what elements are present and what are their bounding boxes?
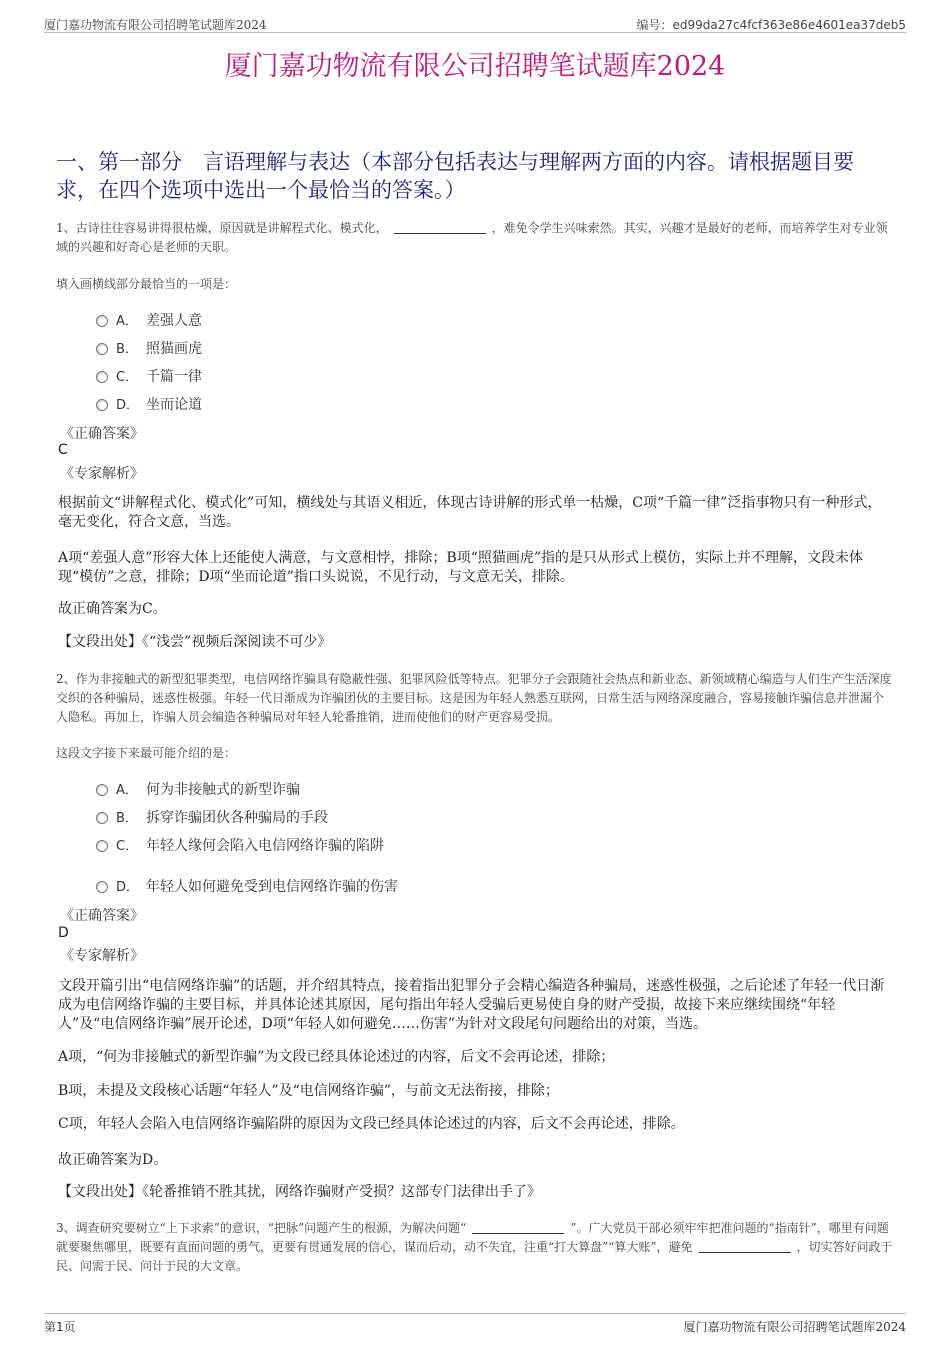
radio-icon[interactable]	[96, 812, 108, 824]
option-letter: C．	[116, 370, 139, 385]
page-number-prefix: 第	[44, 1320, 57, 1334]
question-2-option-d[interactable]	[96, 876, 398, 896]
question-1-analysis-label: 《专家解析》	[60, 466, 144, 482]
option-text: 千篇一律	[146, 369, 202, 385]
answer-blank	[699, 1240, 791, 1253]
radio-icon[interactable]	[96, 784, 108, 796]
header-code-value: ed99da27c4fcf363e86e4601ea37deb5	[672, 18, 906, 32]
question-3-stem-part-b: ”。广大党员干部必须牢牢把准问题的“指南针”，哪里有问题就要聚焦哪里，既要有直面问题的勇气，更要有贯通发展的信心，谋而后动，动不失宜，注重“打大算盘”“算大账”，避免	[56, 1221, 889, 1254]
question-2-analysis-paragraph: 文段开篇引出“电信网络诈骗”的话题，并介绍其特点，接着指出犯罪分子会精心编造各种骗局，迷惑性极强，之后论述了年轻一代日渐成为电信网络诈骗的主要目标，并具体论述其原因，尾句指出年轻人受骗后更易使自身的财产受损，故接下来应继续围绕“年轻人”及“电信网络诈骗”展开论述，D项“年轻人如何避免……伤害”为针对文段尾句问题给出的对策，当选。	[58, 978, 885, 1032]
answer-blank	[394, 221, 486, 234]
question-1-answer: C	[58, 442, 68, 458]
question-2-source: 【文段出处】《轮番推销不胜其扰，网络诈骗财产受损？这部专门法律出手了》	[58, 1184, 541, 1200]
question-1-option-b[interactable]	[96, 338, 202, 358]
radio-icon[interactable]	[96, 840, 108, 852]
radio-icon[interactable]	[96, 371, 108, 383]
question-1-stem-part-b: ，难免令学生兴味索然。其实，兴趣才是最好的老师，而培养学生对专业领域的兴趣和好奇心是老师的天职。	[56, 221, 888, 254]
question-1-option-a[interactable]	[96, 310, 202, 330]
question-1-stem-part-a: 1、古诗往往容易讲得很枯燥，原因就是讲解程式化、模式化，	[56, 221, 388, 235]
option-text: 差强人意	[146, 313, 202, 329]
question-2-answer-label: 《正确答案》	[60, 908, 144, 924]
page-header	[44, 14, 906, 33]
question-2-option-c[interactable]	[96, 835, 384, 855]
question-1-option-d[interactable]	[96, 394, 202, 414]
header-code	[636, 16, 906, 33]
question-2-analysis-paragraph: C项，年轻人会陷入电信网络诈骗陷阱的原因为文段已经具体论述过的内容，后文不会再论述，排除。	[58, 1116, 685, 1132]
question-2-answer: D	[58, 925, 69, 941]
page-number	[44, 1318, 76, 1335]
option-text: 坐而论道	[146, 397, 202, 413]
question-3-stem-part-a: 3、调查研究要树立“上下求索”的意识，“把脉”问题产生的根源，为解决问题“	[56, 1221, 467, 1235]
question-1-option-c[interactable]	[96, 366, 202, 386]
option-letter: D．	[116, 880, 140, 895]
option-letter: B．	[116, 342, 138, 357]
question-1-source: 【文段出处】《“浅尝”视频后深阅读不可少》	[58, 634, 332, 650]
option-letter: A．	[116, 314, 138, 329]
option-letter: C．	[116, 839, 139, 854]
option-text: 拆穿诈骗团伙各种骗局的手段	[146, 810, 328, 826]
question-1-prompt: 填入画横线部分最恰当的一项是：	[56, 277, 237, 291]
section-title: 一、第一部分 言语理解与表达（本部分包括表达与理解两方面的内容。请根据题目要求，在四个选项中选出一个最恰当的答案。）	[56, 150, 854, 202]
page-number-value: 1	[56, 1320, 64, 1334]
option-text: 何为非接触式的新型诈骗	[146, 782, 300, 798]
radio-icon[interactable]	[96, 881, 108, 893]
page-number-suffix: 页	[63, 1320, 76, 1334]
page-footer	[44, 1313, 906, 1338]
answer-blank	[472, 1221, 564, 1234]
option-text: 照猫画虎	[146, 341, 202, 357]
option-letter: D．	[116, 398, 140, 413]
footer-title: 厦门嘉功物流有限公司招聘笔试题库2024	[683, 1320, 906, 1334]
question-1-answer-label: 《正确答案》	[60, 426, 144, 442]
question-2-analysis-paragraph: 故正确答案为D。	[58, 1152, 168, 1168]
question-1-stem	[56, 219, 894, 257]
question-2-option-b[interactable]	[96, 807, 328, 827]
radio-icon[interactable]	[96, 343, 108, 355]
question-2-option-a[interactable]	[96, 779, 300, 799]
radio-icon[interactable]	[96, 315, 108, 327]
option-text: 年轻人缘何会陷入电信网络诈骗的陷阱	[146, 838, 384, 854]
question-1-analysis-paragraph: A项“差强人意”形容大体上还能使人满意，与文意相悖，排除；B项“照猫画虎”指的是只从形式上模仿，实际上并不理解，文段未体现“模仿”之意，排除；D项“坐而论道”指口头说说，不见行动，与文意无关，排除。	[58, 550, 864, 585]
header-left-title: 厦门嘉功物流有限公司招聘笔试题库2024	[44, 18, 267, 32]
question-2-analysis-label: 《专家解析》	[60, 948, 144, 964]
question-1-analysis-paragraph: 根据前文“讲解程式化、模式化”可知，横线处与其语义相近，体现古诗讲解的形式单一枯燥，C项“千篇一律”泛指事物只有一种形式，毫无变化，符合文意，当选。	[58, 495, 882, 530]
radio-icon[interactable]	[96, 399, 108, 411]
option-text: 年轻人如何避免受到电信网络诈骗的伤害	[146, 879, 398, 895]
question-1-analysis-paragraph: 故正确答案为C。	[58, 601, 167, 617]
question-3-stem-part-c: ，切实答好问政于民、问需于民、问计于民的大文章。	[56, 1240, 893, 1273]
header-code-label: 编号：	[636, 18, 673, 32]
question-3-stem	[56, 1219, 894, 1276]
question-2-analysis-paragraph: A项，“何为非接触式的新型诈骗”为文段已经具体论述过的内容，后文不会再论述，排除；	[58, 1049, 615, 1065]
question-2-analysis-paragraph: B项，未提及文段核心话题“年轻人”及“电信网络诈骗”，与前文无法衔接，排除；	[58, 1083, 559, 1099]
question-2-stem: 2、作为非接触式的新型犯罪类型，电信网络诈骗具有隐蔽性强、犯罪风险低等特点。犯罪分子会跟随社会热点和新业态、新领域精心编造与人们生产生活深度交织的各种骗局，迷惑性极强。年轻一代日渐成为诈骗团伙的主要目标。这是因为年轻人熟悉互联网，日常生活与网络深度融合，容易接触诈骗信息并泄漏个人隐私。再加上，诈骗人员会编造各种骗局对年轻人轮番推销，进而使他们的财产更容易受损。	[56, 672, 892, 724]
option-letter: A．	[116, 783, 138, 798]
option-letter: B．	[116, 811, 138, 826]
document-title: 厦门嘉功物流有限公司招聘笔试题库2024	[224, 51, 726, 82]
question-2-prompt: 这段文字接下来最可能介绍的是：	[56, 746, 237, 760]
